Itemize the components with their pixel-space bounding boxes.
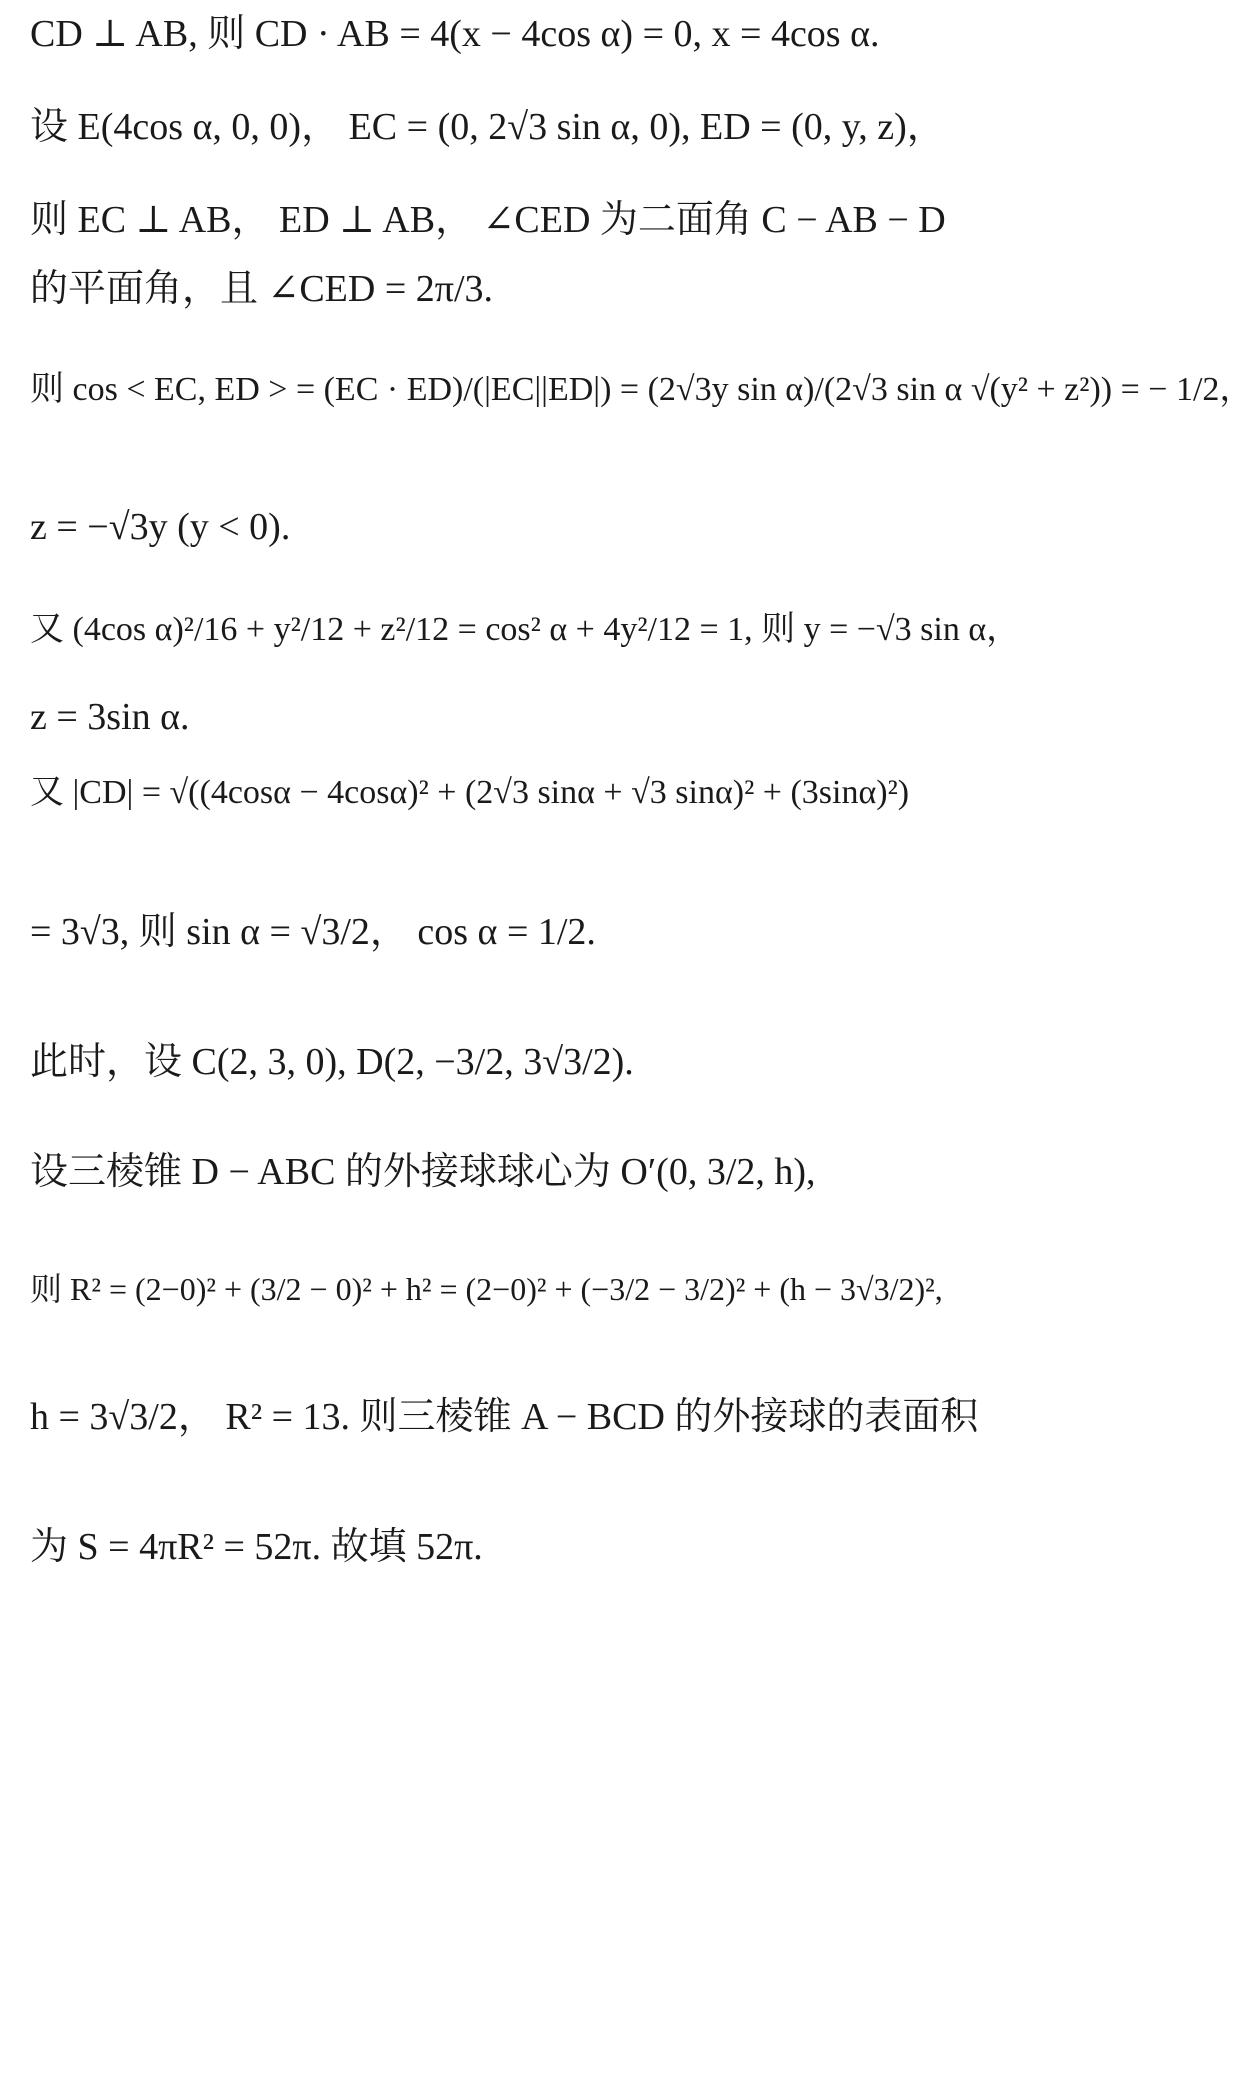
line-8-text: z = 3sin α.: [30, 696, 190, 738]
line-15-text: 为 S = 4πR² = 52π. 故填 52π.: [30, 1526, 483, 1568]
line-4: [30, 267, 1070, 313]
line-6: [30, 505, 1070, 551]
line-7: [30, 610, 1070, 651]
line-10-text: = 3√3, 则 sin α = √3/2， cos α = 1/2.: [30, 911, 596, 953]
line-12-text: 设三棱锥 D − ABC 的外接球球心为 O′(0, 3/2, h),: [30, 1151, 816, 1193]
line-14: [30, 1395, 1070, 1441]
line-8: [30, 695, 1070, 741]
line-5: [30, 370, 1253, 411]
line-1: [30, 12, 1070, 58]
line-3: [30, 198, 1070, 244]
line-12: [30, 1150, 1070, 1196]
line-15: [30, 1525, 1070, 1571]
line-13: [30, 1270, 1070, 1308]
line-2-text: 设 E(4cos α, 0, 0)， EC = (0, 2√3 sin α, 0), ED = (0, y, z)，: [30, 106, 945, 148]
line-1-text: CD ⊥ AB, 则 CD · AB = 4(x − 4cos α) = 0, x = 4cos α.: [30, 13, 880, 55]
line-3-text: 则 EC ⊥ AB， ED ⊥ AB， ∠CED 为二面角 C − AB − D: [30, 199, 946, 241]
line-13-text: 则 R² = (2−0)² + (3/2 − 0)² + h² = (2−0)² + (−3/2 − 3/2)² + (h − 3√3/2)²,: [30, 1271, 943, 1307]
line-14-text: h = 3√3/2， R² = 13. 则三棱锥 A − BCD 的外接球的表面积: [30, 1396, 979, 1438]
line-10: [30, 910, 1070, 956]
line-9: [30, 773, 1070, 814]
line-11-text: 此时，设 C(2, 3, 0), D(2, −3/2, 3√3/2).: [30, 1041, 634, 1083]
line-6-text: z = −√3y (y < 0).: [30, 506, 291, 548]
line-11: [30, 1040, 1070, 1086]
line-5-text: 则 cos < EC, ED > = (EC · ED)/(|EC||ED|) = (2√3y sin α)/(2√3 sin α √(y² + z²)) = − 1/2，: [30, 371, 1253, 408]
line-7-text: 又 (4cos α)²/16 + y²/12 + z²/12 = cos² α + 4y²/12 = 1, 则 y = −√3 sin α，: [30, 611, 1021, 648]
line-4-text: 的平面角，且 ∠CED = 2π/3.: [30, 268, 494, 310]
line-2: [30, 105, 1070, 151]
line-9-text: 又 |CD| = √((4cosα − 4cosα)² + (2√3 sinα + √3 sinα)² + (3sinα)²): [30, 774, 910, 811]
